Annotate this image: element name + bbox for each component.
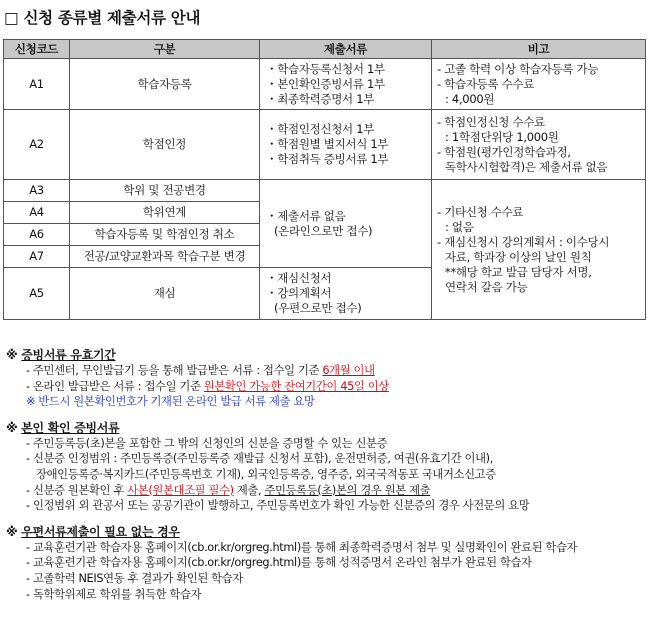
note-item: 독학사시험합격)은 제출서류 없음 [445, 159, 608, 174]
docs-cell [260, 110, 432, 180]
doc-item: ・본인확인증빙서류 1부 [266, 76, 385, 91]
header-docs: 제출서류 [260, 40, 432, 59]
identity-line: - 신분증 인정범위 : 주민등록증(주민등록증 재발급 신청서 포함), 운전면허증, 여권(유효기간 이내), [26, 452, 493, 466]
doc-item: ・학습자등록신청서 1부 [266, 61, 385, 76]
code-cell: A4 [4, 202, 70, 224]
identity-line: 장애인등록증·복지카드(주민등록번호 기재), 외국인등록증, 영주증, 외국국적동포 국내거소신고증 [36, 467, 496, 481]
doc-item: ・제출서류 없음 [266, 208, 346, 223]
notes-cell [432, 180, 646, 320]
notice-sections [6, 346, 646, 602]
validity-line [6, 363, 646, 379]
validity-highlight: 6개월 이내 [322, 364, 375, 377]
table-header-row [4, 40, 646, 59]
kind-cell: 학위 및 전공변경 [70, 180, 260, 202]
notes-cell [432, 110, 646, 180]
exempt-line: - 교육훈련기관 학습자용 홈페이지(cb.or.kr/orgreg.html)를 통해 성적증명서 온라인 첨부가 완료된 학습자 [26, 556, 532, 570]
doc-item: ・강의계획서 [266, 286, 332, 300]
code-cell: A2 [4, 110, 70, 180]
doc-item: ・학점인정신청서 1부 [266, 122, 375, 136]
doc-item: ・재심신청서 [266, 271, 332, 285]
doc-item: ・학점취득 증빙서류 1부 [266, 152, 389, 166]
identity-line-text: - 신분증 원본확인 후 [26, 483, 128, 497]
validity-heading [6, 346, 646, 363]
note-item: : 없음 [445, 219, 474, 234]
validity-line-text: - 주민센터, 무인발급기 등을 통해 발급받은 서류 : 접수일 기준 [26, 364, 323, 377]
code-cell: A1 [4, 59, 70, 110]
identity-highlight: 사본(원본대조필 필수) [127, 483, 234, 497]
note-item: - 학점원(평가인정학습과정, [437, 144, 571, 159]
identity-heading [6, 419, 646, 436]
validity-line-text: - 온라인 발급받은 서류 : 접수일 기준 [26, 379, 204, 393]
identity-underline: 주민등록등(초)본의 경우 원본 제출 [264, 483, 431, 497]
note-item: - 기타신청 수수료 [437, 204, 524, 219]
note-item: - 고졸 학력 이상 학습자등록 가능 [437, 61, 599, 76]
note-item: - 학습자등록 수수료 [437, 76, 535, 91]
note-item: : 4,000원 [445, 91, 495, 106]
code-cell: A5 [4, 268, 70, 320]
kind-cell: 전공/교양교환과목 학습구분 변경 [70, 246, 260, 268]
exempt-heading-text: 우편서류제출이 필요 없는 경우 [21, 524, 180, 539]
page-title: □ 신청 종류별 제출서류 안내 [4, 9, 201, 27]
kind-cell: 학습자등록 및 학점인정 취소 [70, 224, 260, 246]
note-item: 자료, 학과장 이상의 날인 원칙 [445, 249, 592, 264]
exempt-line: - 독학학위제로 학위를 취득한 학습자 [26, 587, 202, 601]
identity-line: - 인정범위 외 관공서 또는 공공기관이 발행하고, 주민등록번호가 확인 가능한 신분증의 경우 사전문의 요망 [26, 499, 530, 513]
table-row [4, 59, 646, 110]
validity-highlight: 원본확인 가능한 잔여기간이 45일 이상 [203, 379, 389, 393]
validity-line [6, 379, 646, 395]
header-kind: 구분 [70, 40, 260, 59]
note-item: 연락처 갈음 가능 [445, 279, 528, 294]
kind-cell: 학습자등록 [70, 59, 260, 110]
identity-line [6, 483, 646, 499]
kind-cell: 학위연계 [70, 202, 260, 224]
docs-cell [260, 268, 432, 320]
validity-heading-text: 증빙서류 유효기간 [21, 348, 116, 362]
table-row [4, 110, 646, 180]
note-mark: ※ [6, 348, 18, 362]
note-item: - 학점인정신청 수수료 [437, 114, 545, 129]
kind-cell: 재심 [70, 268, 260, 320]
kind-cell: 학점인정 [70, 110, 260, 180]
validity-warning: ※ 반드시 원본확인번호가 기재된 온라인 발급 서류 제출 요망 [26, 395, 315, 409]
note-mark: ※ [6, 524, 18, 539]
header-code: 신청코드 [4, 40, 70, 59]
identity-line-text: 제출, [233, 483, 265, 497]
exempt-line: - 고졸학력 NEIS연동 후 결과가 확인된 학습자 [26, 571, 243, 585]
exempt-heading [6, 523, 646, 540]
documents-table [3, 39, 646, 320]
docs-cell [260, 59, 432, 110]
code-cell: A3 [4, 180, 70, 202]
docs-cell [260, 180, 432, 268]
doc-item: (우편으로만 접수) [274, 301, 362, 315]
doc-item: ・학점원별 별지서식 1부 [266, 137, 389, 151]
note-item: **해당 학교 발급 담당자 서명, [445, 264, 592, 279]
identity-line: - 주민등록등(초)본을 포함한 그 밖의 신청인의 신분을 증명할 수 있는 신분증 [26, 436, 388, 450]
code-cell: A7 [4, 246, 70, 268]
header-notes: 비고 [432, 40, 646, 59]
notes-cell [432, 59, 646, 110]
code-cell: A6 [4, 224, 70, 246]
doc-item: ・최종학력증명서 1부 [266, 91, 375, 106]
identity-heading-text: 본인 확인 증빙서류 [21, 420, 120, 435]
table-row [4, 180, 646, 202]
note-item: : 1학점단위당 1,000원 [445, 129, 559, 144]
doc-item: (온라인으로만 접수) [274, 223, 373, 238]
note-item: - 재심신청시 강의계획서 : 이수당시 [437, 234, 610, 249]
exempt-line: - 교육훈련기관 학습자용 홈페이지(cb.or.kr/orgreg.html)를 통해 최종학력증명서 첨부 및 실명확인이 완료된 학습자 [26, 540, 578, 554]
note-mark: ※ [6, 420, 18, 435]
